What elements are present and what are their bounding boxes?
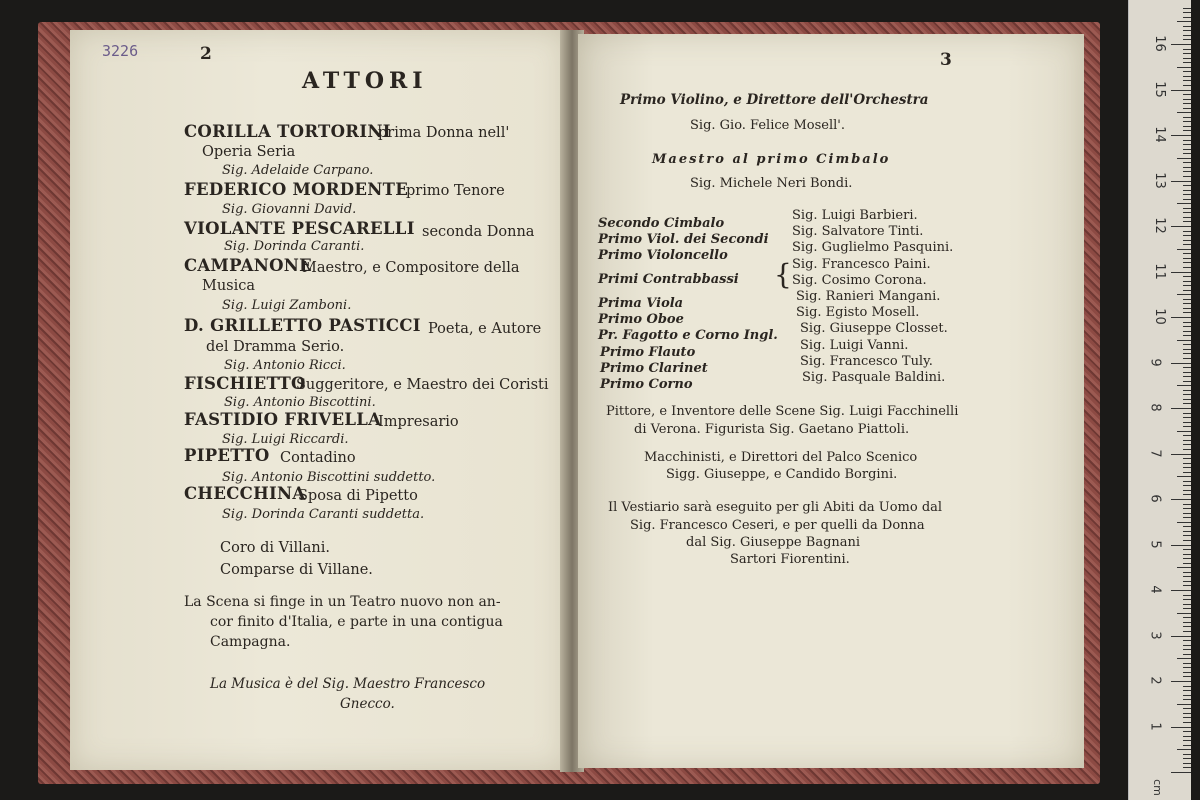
cast-name: FEDERICO MORDENTE — [184, 180, 409, 199]
ruler-number: 8 — [1147, 403, 1163, 412]
ruler-tick — [1183, 244, 1191, 245]
ruler-tick — [1183, 754, 1191, 755]
ruler-tick — [1183, 535, 1191, 536]
ruler-tick — [1183, 144, 1191, 145]
ruler-tick — [1183, 208, 1191, 209]
scene-text: Campagna. — [210, 634, 291, 650]
ruler-tick — [1183, 654, 1191, 655]
ruler-tick — [1183, 308, 1191, 309]
ruler-tick — [1183, 353, 1191, 354]
chorus-line: Coro di Villani. — [220, 540, 330, 556]
ruler-tick — [1183, 358, 1191, 359]
ruler-tick — [1183, 558, 1191, 559]
ruler-tick — [1183, 130, 1191, 131]
ruler-tick — [1183, 554, 1191, 555]
ruler-tick — [1183, 281, 1191, 282]
ruler-tick — [1183, 312, 1191, 313]
ruler-tick — [1183, 376, 1191, 377]
cast-role: Sposa di Pipetto — [298, 488, 418, 504]
ruler-tick — [1183, 258, 1191, 259]
ruler-tick — [1171, 272, 1191, 273]
cast-name: CAMPANONE — [184, 256, 313, 275]
ruler-tick — [1183, 85, 1191, 86]
ruler-tick — [1183, 667, 1191, 668]
ruler-tick — [1183, 335, 1191, 336]
ruler-tick — [1183, 572, 1191, 573]
ruler-tick — [1183, 517, 1191, 518]
ruler-tick — [1183, 449, 1191, 450]
cast-name: CORILLA TORTORINI — [184, 122, 391, 141]
ruler-tick — [1183, 631, 1191, 632]
ruler-tick — [1183, 563, 1191, 564]
cast-singer: Sig. Antonio Biscottini suddetto. — [222, 470, 436, 485]
ruler-number: 5 — [1147, 539, 1163, 549]
cast-name: FASTIDIO FRIVELLA — [184, 410, 382, 429]
ruler-number: 2 — [1147, 676, 1163, 685]
ruler-tick — [1183, 686, 1191, 687]
ruler-tick — [1183, 235, 1191, 236]
ruler-number: 7 — [1147, 448, 1163, 458]
ruler-tick — [1183, 290, 1191, 291]
ruler-tick — [1177, 385, 1191, 386]
ruler-tick — [1177, 567, 1191, 568]
ruler-tick — [1183, 167, 1191, 168]
costume-credit: Sig. Francesco Ceseri, e per quelli da Donna — [630, 518, 925, 533]
ruler-tick — [1171, 499, 1191, 500]
ruler-tick — [1177, 67, 1191, 68]
ruler-tick — [1183, 736, 1191, 737]
ruler-tick — [1183, 326, 1191, 327]
ruler-tick — [1183, 26, 1191, 27]
ruler-number: 6 — [1147, 494, 1163, 503]
ruler-tick — [1183, 231, 1191, 232]
cast-singer: Sig. Giovanni David. — [222, 202, 357, 217]
orchestra-name: Sig. Egisto Mosell. — [796, 305, 920, 320]
ruler-tick — [1183, 595, 1191, 596]
ruler-tick — [1177, 704, 1191, 705]
cast-singer: Sig. Adelaide Carpano. — [222, 163, 374, 178]
ruler-tick — [1183, 35, 1191, 36]
ruler-tick — [1183, 549, 1191, 550]
left-page — [70, 30, 566, 770]
cast-role-cont: Operia Seria — [202, 144, 296, 160]
ruler-tick — [1183, 12, 1191, 13]
ruler-tick — [1177, 431, 1191, 432]
orchestra-role: Primo Corno — [600, 377, 693, 392]
ruler-tick — [1183, 253, 1191, 254]
ruler-tick — [1183, 285, 1191, 286]
ruler-tick — [1171, 226, 1191, 227]
ruler-tick — [1183, 367, 1191, 368]
ruler-tick — [1183, 699, 1191, 700]
ruler-tick — [1171, 681, 1191, 682]
costume-credit: Sartori Fiorentini. — [730, 552, 850, 567]
ruler-tick — [1183, 403, 1191, 404]
ruler-tick — [1183, 508, 1191, 509]
ruler-tick — [1183, 217, 1191, 218]
ruler-tick — [1183, 672, 1191, 673]
orchestra-name: Sig. Luigi Barbieri. — [792, 208, 918, 223]
ruler-tick — [1183, 121, 1191, 122]
ruler-tick — [1183, 372, 1191, 373]
ruler-tick — [1183, 103, 1191, 104]
ruler-tick — [1183, 444, 1191, 445]
orchestra-role: Secondo Cimbalo — [598, 216, 725, 231]
ruler-tick — [1177, 294, 1191, 295]
ruler-number: 1 — [1147, 721, 1163, 731]
cast-singer: Sig. Antonio Biscottini. — [224, 395, 376, 410]
ruler-tick — [1183, 349, 1191, 350]
page-title: ATTORI — [302, 68, 428, 94]
ruler-tick — [1183, 649, 1191, 650]
ruler-tick — [1183, 531, 1191, 532]
ruler-number: 13 — [1151, 171, 1167, 189]
ruler-tick — [1183, 599, 1191, 600]
orchestra-name: Sig. Giuseppe Closset. — [800, 321, 948, 336]
ruler-tick — [1177, 613, 1191, 614]
orchestra-role: Primo Flauto — [600, 345, 696, 360]
ruler-tick — [1183, 153, 1191, 154]
ruler-number: 9 — [1147, 357, 1163, 367]
ruler-tick — [1183, 645, 1191, 646]
cast-role: Maestro, e Compositore della — [302, 260, 520, 276]
ruler-tick — [1183, 240, 1191, 241]
ruler-tick — [1183, 194, 1191, 195]
cast-name: CHECCHINA — [184, 484, 306, 503]
ruler-tick — [1183, 162, 1191, 163]
ruler-tick — [1183, 8, 1191, 9]
cast-role-cont: Musica — [202, 278, 256, 294]
right-page — [578, 34, 1084, 768]
ruler-tick — [1177, 522, 1191, 523]
cast-singer: Sig. Luigi Zamboni. — [222, 298, 352, 313]
ruler-tick — [1171, 454, 1191, 455]
ruler-tick — [1183, 49, 1191, 50]
cast-name: PIPETTO — [184, 446, 270, 465]
ruler-tick — [1183, 540, 1191, 541]
ruler-tick — [1183, 485, 1191, 486]
bracket: { — [774, 258, 792, 291]
painter-credit: di Verona. Figurista Sig. Gaetano Piattoli. — [634, 422, 910, 437]
ruler-tick — [1183, 763, 1191, 764]
ruler-tick — [1183, 695, 1191, 696]
orchestra-role: Prima Viola — [598, 296, 684, 311]
scene-text: La Scena si finge in un Teatro nuovo non an- — [184, 594, 501, 610]
ruler-tick — [1171, 636, 1191, 637]
ruler-tick — [1171, 44, 1191, 45]
ruler-tick — [1177, 340, 1191, 341]
cast-singer: Sig. Dorinda Caranti suddetta. — [222, 507, 425, 522]
ruler-tick — [1171, 90, 1191, 91]
ruler-number: 4 — [1147, 585, 1163, 594]
page-number-left: 2 — [200, 44, 212, 64]
ruler-tick — [1183, 722, 1191, 723]
ruler-tick — [1183, 176, 1191, 177]
ruler-tick — [1183, 413, 1191, 414]
ruler-tick — [1183, 276, 1191, 277]
violin-name: Sig. Gio. Felice Mosell'. — [690, 118, 846, 133]
cembalo-name: Sig. Michele Neri Bondi. — [690, 176, 853, 191]
orchestra-name: Sig. Luigi Vanni. — [800, 338, 909, 353]
cast-name: FISCHIETTO — [184, 374, 306, 393]
ruler-tick — [1183, 467, 1191, 468]
ruler-tick — [1183, 117, 1191, 118]
orchestra-name: Sig. Francesco Paini. — [792, 257, 931, 272]
chorus-line: Comparse di Villane. — [220, 562, 373, 578]
orchestra-name: Sig. Ranieri Mangani. — [796, 289, 941, 304]
ruler-tick — [1183, 622, 1191, 623]
ruler-tick — [1171, 317, 1191, 318]
cast-singer: Sig. Luigi Riccardi. — [222, 432, 349, 447]
ruler-tick — [1183, 676, 1191, 677]
ruler-tick — [1183, 94, 1191, 95]
ruler-tick — [1183, 331, 1191, 332]
ruler-tick — [1183, 76, 1191, 77]
ruler-tick — [1183, 62, 1191, 63]
music-credit: La Musica è del Sig. Maestro Francesco — [210, 676, 486, 692]
ruler-tick — [1183, 390, 1191, 391]
cembalo-title: Maestro al primo Cimbalo — [652, 152, 891, 167]
ruler-tick — [1183, 190, 1191, 191]
ruler-tick — [1183, 53, 1191, 54]
cast-role: seconda Donna — [422, 224, 535, 240]
ruler-tick — [1177, 249, 1191, 250]
ruler-tick — [1183, 504, 1191, 505]
ruler-tick — [1183, 262, 1191, 263]
ruler-tick — [1183, 126, 1191, 127]
ruler-tick — [1177, 658, 1191, 659]
orchestra-role: Primo Viol. dei Secondi — [598, 232, 769, 247]
ruler-tick — [1183, 212, 1191, 213]
ruler-tick — [1183, 399, 1191, 400]
ruler-tick — [1183, 717, 1191, 718]
machinists-credit: Macchinisti, e Direttori del Palco Scenico — [644, 450, 918, 465]
ruler-tick — [1183, 17, 1191, 18]
ruler-number: 16 — [1151, 35, 1167, 52]
ruler-tick — [1183, 713, 1191, 714]
cast-singer: Sig. Antonio Ricci. — [224, 358, 346, 373]
ruler-tick — [1183, 344, 1191, 345]
orchestra-role: Primo Clarinet — [600, 361, 708, 376]
ruler-tick — [1183, 185, 1191, 186]
ruler-tick — [1183, 440, 1191, 441]
cast-role: prima Donna nell' — [378, 125, 510, 141]
ruler-tick — [1183, 740, 1191, 741]
ruler-tick — [1183, 626, 1191, 627]
cast-singer: Sig. Dorinda Caranti. — [224, 239, 365, 254]
ruler-tick — [1171, 135, 1191, 136]
ruler-tick — [1183, 494, 1191, 495]
ruler-tick — [1171, 545, 1191, 546]
cast-name: D. GRILLETTO PASTICCI — [184, 316, 421, 335]
ruler-tick — [1183, 608, 1191, 609]
ruler-tick — [1183, 463, 1191, 464]
ruler-tick — [1183, 690, 1191, 691]
ruler-tick — [1183, 303, 1191, 304]
ruler-tick — [1183, 149, 1191, 150]
ruler-tick — [1183, 472, 1191, 473]
ruler-tick — [1183, 381, 1191, 382]
cast-role: Contadino — [280, 450, 356, 466]
ruler-tick — [1183, 199, 1191, 200]
inventory-stamp: 3226 — [102, 42, 139, 60]
ruler-tick — [1183, 299, 1191, 300]
costume-credit: dal Sig. Giuseppe Bagnani — [686, 535, 861, 550]
ruler-tick — [1177, 476, 1191, 477]
ruler-tick — [1183, 758, 1191, 759]
ruler-tick — [1183, 80, 1191, 81]
ruler-tick — [1177, 158, 1191, 159]
ruler-tick — [1183, 576, 1191, 577]
ruler-tick — [1177, 112, 1191, 113]
ruler-number: 15 — [1151, 80, 1167, 98]
ruler-tick — [1183, 39, 1191, 40]
cast-role: primo Tenore — [406, 183, 505, 199]
ruler-number: 3 — [1147, 630, 1163, 640]
ruler-tick — [1183, 745, 1191, 746]
ruler-tick — [1183, 171, 1191, 172]
ruler-tick — [1177, 749, 1191, 750]
orchestra-role: Pr. Fagotto e Corno Ingl. — [598, 328, 778, 343]
ruler-tick — [1183, 585, 1191, 586]
ruler-tick — [1171, 772, 1191, 773]
ruler-tick — [1183, 604, 1191, 605]
page-number-right: 3 — [940, 50, 952, 70]
ruler-tick — [1177, 203, 1191, 204]
painter-credit: Pittore, e Inventore delle Scene Sig. Luigi Facchinelli — [606, 404, 959, 419]
orchestra-name: Sig. Francesco Tuly. — [800, 354, 933, 369]
ruler-tick — [1183, 71, 1191, 72]
ruler-tick — [1183, 708, 1191, 709]
orchestra-name: Sig. Guglielmo Pasquini. — [792, 240, 954, 255]
ruler-tick — [1183, 490, 1191, 491]
ruler-unit: cm — [1150, 779, 1164, 796]
ruler-tick — [1183, 99, 1191, 100]
measuring-ruler — [1128, 0, 1191, 800]
costume-credit: Il Vestiario sarà eseguito per gli Abiti da Uomo dal — [608, 500, 943, 515]
ruler-tick — [1183, 513, 1191, 514]
orchestra-name: Sig. Cosimo Corona. — [792, 273, 927, 288]
ruler-tick — [1183, 140, 1191, 141]
ruler-tick — [1183, 58, 1191, 59]
ruler-tick — [1171, 590, 1191, 591]
orchestra-name: Sig. Salvatore Tinti. — [792, 224, 924, 239]
ruler-tick — [1183, 458, 1191, 459]
ruler-tick — [1183, 394, 1191, 395]
ruler-tick — [1183, 767, 1191, 768]
ruler-tick — [1177, 21, 1191, 22]
ruler-tick — [1183, 426, 1191, 427]
ruler-number: 10 — [1151, 308, 1167, 325]
music-credit: Gnecco. — [340, 696, 395, 712]
orchestra-role: Primi Contrabbassi — [598, 272, 739, 287]
ruler-tick — [1183, 731, 1191, 732]
ruler-tick — [1183, 481, 1191, 482]
ruler-tick — [1183, 108, 1191, 109]
ruler-number: 14 — [1151, 126, 1167, 143]
ruler-tick — [1183, 422, 1191, 423]
ruler-tick — [1183, 581, 1191, 582]
ruler-tick — [1171, 363, 1191, 364]
ruler-tick — [1183, 435, 1191, 436]
ruler-number: 11 — [1151, 262, 1167, 280]
cast-role-cont: del Dramma Serio. — [206, 339, 345, 355]
cast-role: Suggeritore, e Maestro dei Coristi — [296, 377, 549, 393]
ruler-tick — [1183, 267, 1191, 268]
orchestra-role: Primo Oboe — [598, 312, 684, 327]
violin-title: Primo Violino, e Direttore dell'Orchestra — [620, 92, 929, 108]
ruler-number: 12 — [1151, 217, 1167, 234]
ruler-tick — [1171, 727, 1191, 728]
ruler-tick — [1183, 640, 1191, 641]
ruler-tick — [1183, 617, 1191, 618]
cast-role: Poeta, e Autore — [428, 321, 542, 337]
ruler-tick — [1183, 322, 1191, 323]
ruler-tick — [1183, 221, 1191, 222]
orchestra-role: Primo Violoncello — [598, 248, 728, 263]
cast-role: Impresario — [378, 414, 459, 430]
ruler-tick — [1183, 417, 1191, 418]
machinists-credit: Sigg. Giuseppe, e Candido Borgini. — [666, 467, 898, 482]
ruler-tick — [1183, 663, 1191, 664]
ruler-tick — [1183, 526, 1191, 527]
cast-name: VIOLANTE PESCARELLI — [184, 219, 415, 238]
orchestra-name: Sig. Pasquale Baldini. — [802, 370, 946, 385]
ruler-tick — [1183, 30, 1191, 31]
ruler-tick — [1171, 408, 1191, 409]
ruler-tick — [1171, 181, 1191, 182]
scene-text: cor finito d'Italia, e parte in una contigua — [210, 614, 503, 630]
